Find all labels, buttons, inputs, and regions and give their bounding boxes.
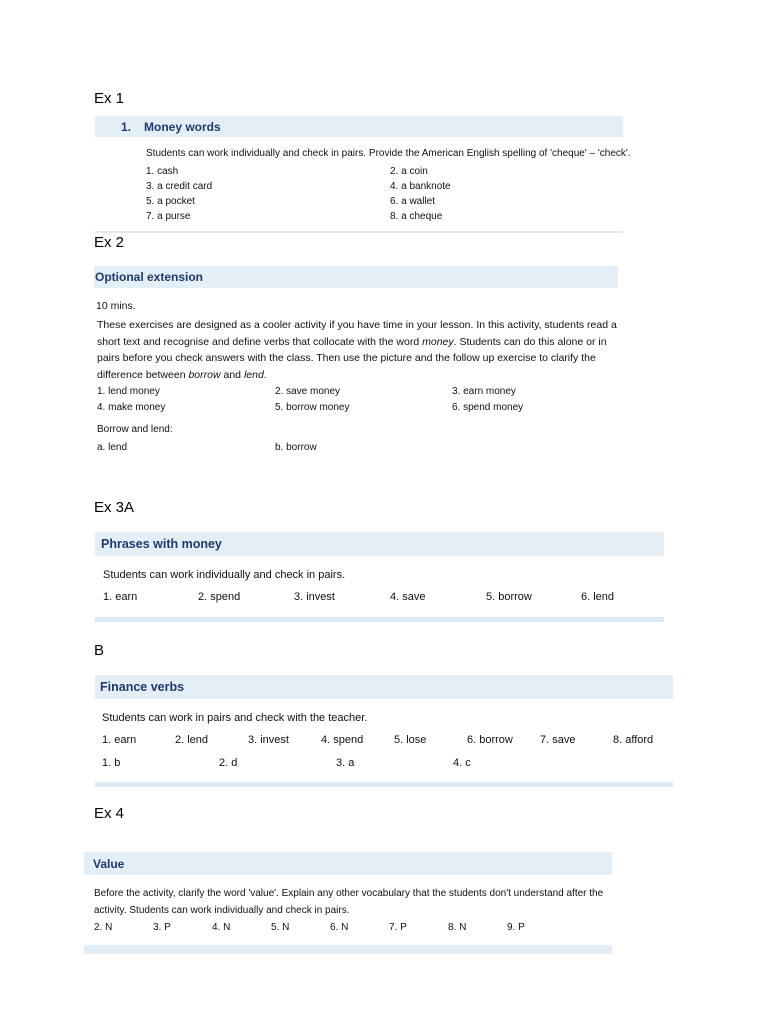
ex3b-match: 3. a xyxy=(336,757,355,769)
ex2-title: Optional extension xyxy=(95,270,204,284)
ex3b-title: Finance verbs xyxy=(100,680,185,694)
ex2-answer: 1. lend money xyxy=(97,386,160,397)
ex4-instruction: Before the activity, clarify the word 'value'. Explain any other vocabulary that the students don't understand after the activity. Students can work individually and check in pairs. xyxy=(94,888,604,916)
ex2-desc-part: . xyxy=(263,368,267,381)
ex1-item: 2. a coin xyxy=(390,166,428,177)
ex1-instruction: Students can work individually and check in pairs. Provide the American English spelling of 'cheque' – 'check'. xyxy=(146,148,631,159)
ex3a-answer: 4. save xyxy=(390,591,426,603)
ex4-answer: 6. N xyxy=(330,922,349,933)
ex1-item: 4. a banknote xyxy=(390,181,451,192)
ex3a-divider xyxy=(95,617,664,622)
ex1-item: 1. cash xyxy=(146,166,179,177)
ex2-answer: 3. earn money xyxy=(452,386,516,397)
ex1-label: Ex 1 xyxy=(94,90,125,107)
ex1-item: 6. a wallet xyxy=(390,196,436,207)
ex3b-answer: 5. lose xyxy=(394,734,427,746)
ex2-desc-lend: lend xyxy=(243,368,264,381)
ex3b-answer: 2. lend xyxy=(175,734,209,746)
ex3b-divider xyxy=(95,782,673,787)
ex4-answer: 9. P xyxy=(507,922,525,933)
ex3b-answer: 6. borrow xyxy=(467,734,513,746)
ex2-sub-label: Borrow and lend: xyxy=(97,424,173,435)
ex1-title: Money words xyxy=(144,120,221,134)
ex3a-answer: 5. borrow xyxy=(486,591,532,603)
ex2-desc-borrow: borrow xyxy=(188,368,221,381)
ex2-answer: 2. save money xyxy=(275,386,341,397)
ex3b-match: 4. c xyxy=(453,757,471,769)
ex2-time: 10 mins. xyxy=(96,300,136,312)
ex3b-answer: 7. save xyxy=(540,734,576,746)
ex3b-answer: 4. spend xyxy=(321,734,364,746)
ex2-label: Ex 2 xyxy=(94,234,125,251)
ex3a-answer: 2. spend xyxy=(198,591,241,603)
ex2-answer: 5. borrow money xyxy=(275,402,350,413)
ex4-answer: 4. N xyxy=(212,922,231,933)
ex2-answer: 4. make money xyxy=(97,402,166,413)
ex2-desc-part: These exercises are designed as a cooler activity if you have time in your lesson. In this activity, students read a short text and recognise and define verbs that collocate with the word xyxy=(97,319,617,348)
ex4-answer: 3. P xyxy=(153,922,171,933)
ex3a-answer: 1. earn xyxy=(103,591,138,603)
ex3a-instruction: Students can work individually and check in pairs. xyxy=(103,569,346,581)
ex2-sub-answer: b. borrow xyxy=(275,442,317,453)
ex3a-answer: 3. invest xyxy=(294,591,335,603)
ex4-header-band xyxy=(84,852,612,875)
ex3b-label: B xyxy=(94,642,105,659)
ex2-description xyxy=(97,317,623,383)
ex1-item: 3. a credit card xyxy=(146,181,213,192)
ex2-sub-answer: a. lend xyxy=(97,442,128,453)
ex3b-match: 1. b xyxy=(102,757,121,769)
ex2-desc-part: . Students can do this alone or in pairs before you check answers with the class. Then use the picture and the follow up exercise to clarify the difference between xyxy=(97,335,607,381)
ex4-answer: 5. N xyxy=(271,922,290,933)
ex1-number: 1. xyxy=(121,120,132,134)
ex3a-label: Ex 3A xyxy=(94,499,135,516)
ex2-desc-part: and xyxy=(220,368,244,381)
ex4-title: Value xyxy=(93,857,125,871)
ex3b-answer: 3. invest xyxy=(248,734,289,746)
ex1-item: 5. a pocket xyxy=(146,196,195,207)
ex3a-title: Phrases with money xyxy=(101,537,222,551)
ex3b-answer: 8. afford xyxy=(613,734,654,746)
ex4-answer: 7. P xyxy=(389,922,407,933)
ex2-answer: 6. spend money xyxy=(452,402,524,413)
ex1-divider xyxy=(95,231,623,233)
ex2-desc-money: money xyxy=(422,335,454,348)
ex1-item: 8. a cheque xyxy=(390,211,443,222)
ex3b-answer: 1. earn xyxy=(102,734,137,746)
ex3a-answer: 6. lend xyxy=(581,591,615,603)
ex3b-instruction: Students can work in pairs and check with the teacher. xyxy=(102,712,368,724)
ex4-answer: 2. N xyxy=(94,922,113,933)
ex3b-match: 2. d xyxy=(219,757,238,769)
ex4-next-band-cut xyxy=(84,945,612,954)
ex4-answer: 8. N xyxy=(448,922,467,933)
ex4-label: Ex 4 xyxy=(94,805,125,822)
ex1-item: 7. a purse xyxy=(146,211,191,222)
